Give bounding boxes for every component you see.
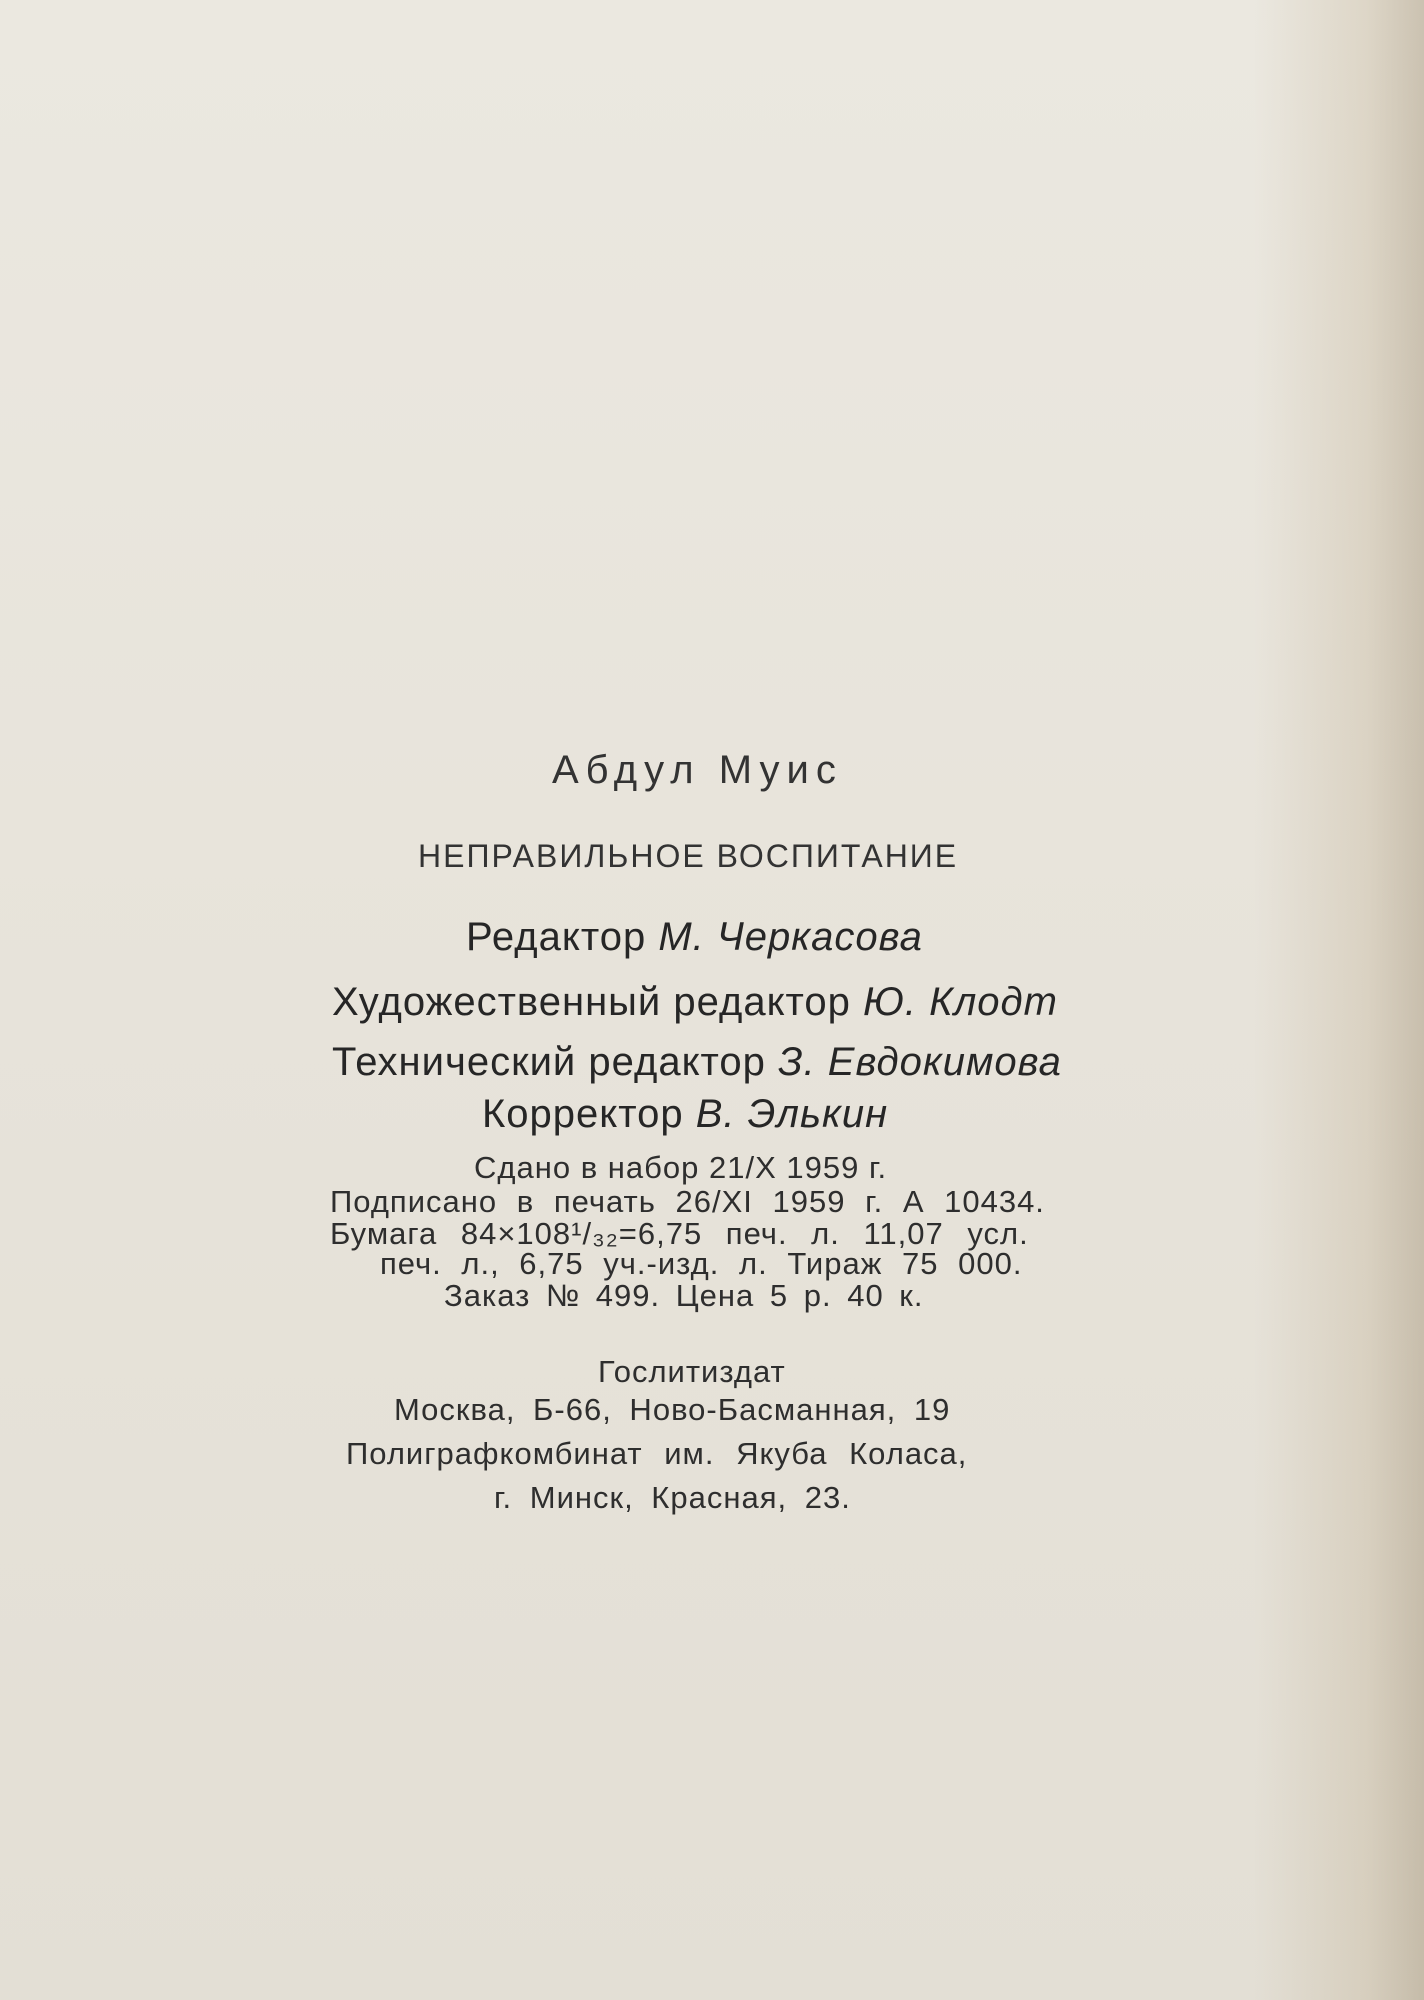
credit-art-editor [332,980,1058,1025]
tech-line-paper: Бумага 84×108¹/₃₂=6,75 печ. л. 11,07 усл. [330,1216,1029,1251]
credit-role: Технический редактор [332,1040,766,1084]
author-name: Абдул Муис [552,748,843,792]
tech-line-print-date: Подписано в печать 26/XI 1959 г. А 10434. [330,1184,1045,1219]
book-title: НЕПРАВИЛЬНОЕ ВОСПИТАНИЕ [418,838,959,874]
credit-proofreader [482,1092,888,1137]
credit-role: Корректор [482,1092,684,1136]
credit-tech-editor [332,1040,1062,1085]
tech-line-print-run: печ. л., 6,75 уч.-изд. л. Тираж 75 000. [380,1246,1023,1281]
credit-role: Редактор [466,915,647,959]
credit-person: Ю. Клодт [863,980,1058,1024]
credit-role: Художественный редактор [332,980,851,1024]
printer-address: г. Минск, Красная, 23. [494,1480,851,1515]
credit-person: В. Элькин [695,1092,889,1136]
credit-editor [466,915,923,960]
publisher-address: Москва, Б-66, Ново-Басманная, 19 [394,1392,951,1427]
printer-name: Полиграфкомбинат им. Якуба Коласа, [346,1436,968,1471]
credit-person: З. Евдокимова [778,1040,1062,1084]
tech-line-order-price: Заказ № 499. Цена 5 р. 40 к. [444,1278,924,1313]
credit-person: М. Черкасова [658,915,923,959]
tech-line-typeset-date: Сдано в набор 21/X 1959 г. [474,1150,888,1185]
publisher-name: Гослитиздат [598,1354,786,1389]
